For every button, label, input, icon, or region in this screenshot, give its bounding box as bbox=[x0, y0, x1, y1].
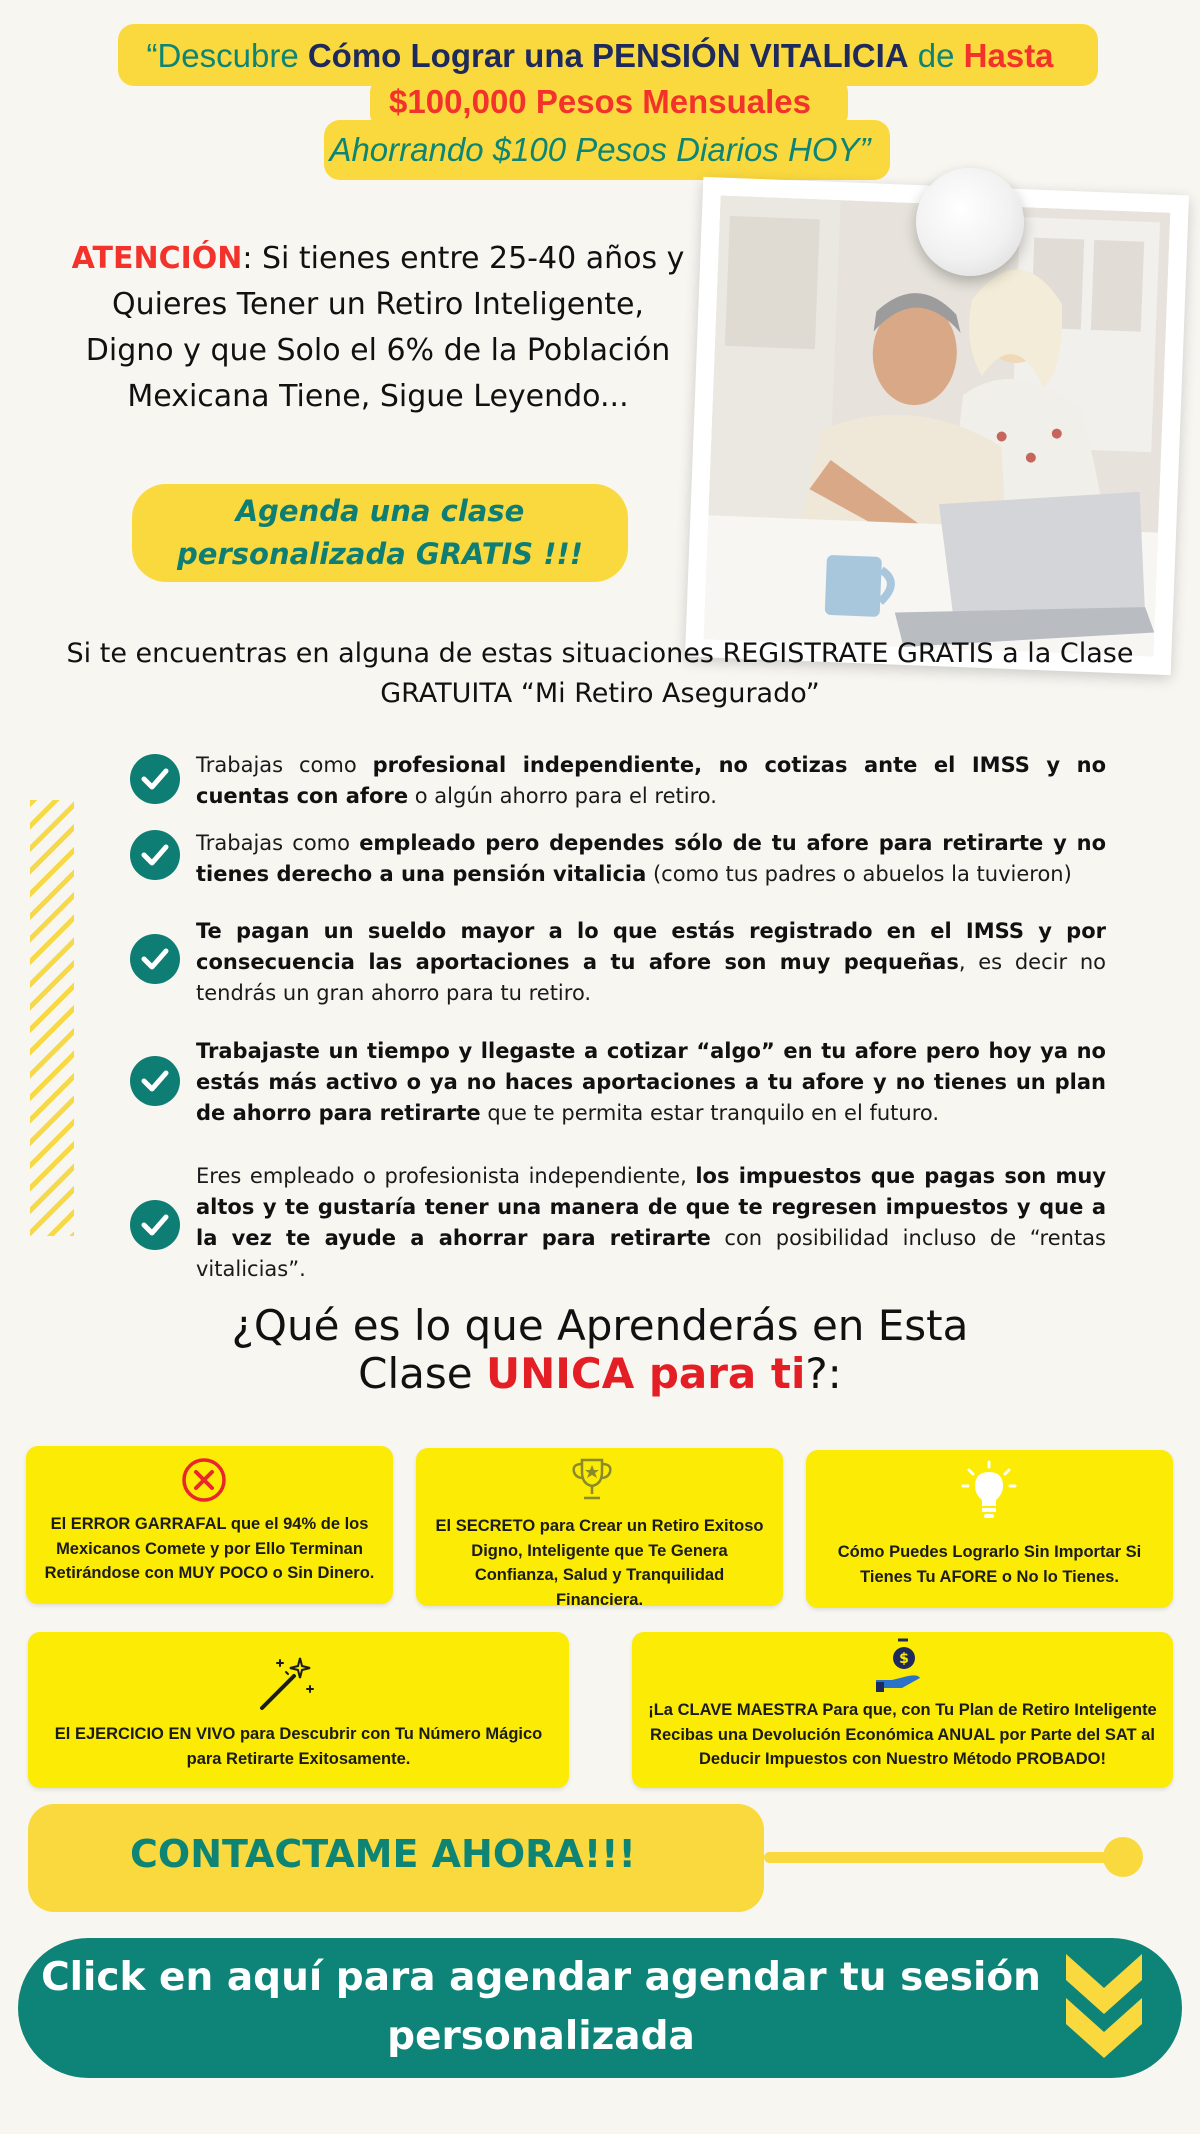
contact-label[interactable]: CONTACTAME AHORA!!! bbox=[130, 1832, 636, 1876]
situation-item-5: Eres empleado o profesionista independiente, los impuestos que pagas son muy altos y te gustaría tener una manera de que te regresen impuestos y que a la vez te ayude a ahorrar para retirarte con posibilidad incluso de “rentas vitalicias”. bbox=[196, 1164, 1107, 1281]
situation-item-1: Trabajas como profesional independiente, no cotizas ante el IMSS y no cuentas con afore o algún ahorro para el retiro. bbox=[196, 753, 1106, 808]
check-icon bbox=[130, 934, 180, 984]
headline-line-2: $100,000 Pesos Mensuales bbox=[389, 83, 811, 120]
learn-title-line-1: ¿Qué es lo que Aprenderás en Esta bbox=[231, 1301, 969, 1350]
check-icon bbox=[130, 754, 180, 804]
learn-card-2 bbox=[416, 1448, 783, 1609]
headline-red-text: Hasta bbox=[963, 37, 1054, 74]
check-icon bbox=[130, 1056, 180, 1106]
attention-label: ATENCIÓN bbox=[71, 241, 243, 276]
learn-title-end: ?: bbox=[805, 1349, 842, 1398]
svg-text:$: $ bbox=[899, 1651, 909, 1667]
lightbulb-icon bbox=[961, 1460, 1017, 1520]
check-icon bbox=[130, 830, 180, 880]
attention-text: : Si tienes entre 25-40 años y Quieres Tener un Retiro Inteligente, Digno y que Solo el 6% de la Población Mexicana Tiene, Sigue Leyendo... bbox=[85, 241, 685, 414]
schedule-session-label[interactable]: Click en aquí para agendar agendar tu sesión personalizada bbox=[41, 1955, 1041, 2059]
money-hand-icon bbox=[872, 1636, 932, 1696]
situation-item-3: Te pagan un sueldo mayor a lo que estás registrado en el IMSS y por consecuencia las aportaciones a tu afore son muy pequeñas, es decir no tendrás un gran ahorro para tu retiro. bbox=[196, 919, 1107, 1005]
contact-connector-dot bbox=[1103, 1837, 1143, 1877]
learn-title-highlight: UNICA para ti bbox=[485, 1349, 806, 1398]
x-circle-icon bbox=[180, 1456, 228, 1504]
headline-line-3: Ahorrando $100 Pesos Diarios HOY” bbox=[329, 131, 871, 168]
push-pin bbox=[916, 168, 1024, 276]
situation-item-2: Trabajas como empleado pero dependes sólo de tu afore para retirarte y no tienes derecho a una pensión vitalicia (como tus padres o abuelos la tuvieron) bbox=[196, 831, 1107, 886]
situation-item-4: Trabajaste un tiempo y llegaste a cotizar “algo” en tu afore pero hoy ya no estás más activo o ya no haces aportaciones a tu afore y no tienes un plan de ahorro para retirarte que te permita estar tranquilo en el futuro. bbox=[196, 1039, 1106, 1125]
learn-card-text: El ERROR GARRAFAL que el 94% de los Mexicanos Comete y por Ello Terminan Retirándose con MUY POCO o Sin Dinero. bbox=[44, 1515, 375, 1582]
learn-card-1 bbox=[26, 1446, 393, 1604]
double-chevron-down-icon bbox=[1062, 1950, 1146, 2062]
situations-title: Si te encuentras en alguna de estas situaciones REGISTRATE GRATIS a la Clase GRATUITA “Mi Retiro Asegurado” bbox=[66, 638, 1134, 709]
learn-card-3 bbox=[806, 1450, 1173, 1608]
learn-card-text: El SECRETO para Crear un Retiro Exitoso Digno, Inteligente que Te Genera Confianza, Salud y Tranquilidad Financiera. bbox=[435, 1517, 764, 1609]
contact-connector-line bbox=[764, 1852, 1124, 1863]
learn-card-text: Cómo Puedes Lograrlo Sin Importar Si Tienes Tu AFORE o No lo Tienes. bbox=[837, 1543, 1142, 1586]
schedule-class-button[interactable] bbox=[132, 484, 628, 582]
headline-line-1 bbox=[0, 34, 1200, 78]
attention-paragraph bbox=[64, 236, 692, 420]
learn-card-5 bbox=[632, 1632, 1173, 1788]
schedule-class-label: Agenda una clase personalizada GRATIS !!! bbox=[177, 494, 583, 571]
headline-text: de bbox=[908, 37, 964, 74]
magic-wand-icon bbox=[256, 1652, 318, 1714]
trophy-icon bbox=[568, 1454, 616, 1504]
learn-card-text: ¡La CLAVE MAESTRA Para que, con Tu Plan de Retiro Inteligente Recibas una Devolución Económica ANUAL por Parte del SAT al Deducir Impuestos con Nuestro Método PROBADO! bbox=[648, 1701, 1157, 1768]
check-icon bbox=[130, 1200, 180, 1250]
headline-emphasis: Cómo Lograr una PENSIÓN VITALICIA bbox=[307, 37, 909, 74]
learn-title-text: Clase bbox=[358, 1349, 486, 1398]
learn-title bbox=[0, 1302, 1200, 1398]
learn-card-text: El EJERCICIO EN VIVO para Descubrir con Tu Número Mágico para Retirarte Exitosamente. bbox=[54, 1725, 543, 1768]
headline-text: “Descubre bbox=[146, 37, 308, 74]
decorative-stripes bbox=[30, 800, 74, 1236]
learn-card-4 bbox=[28, 1632, 569, 1788]
